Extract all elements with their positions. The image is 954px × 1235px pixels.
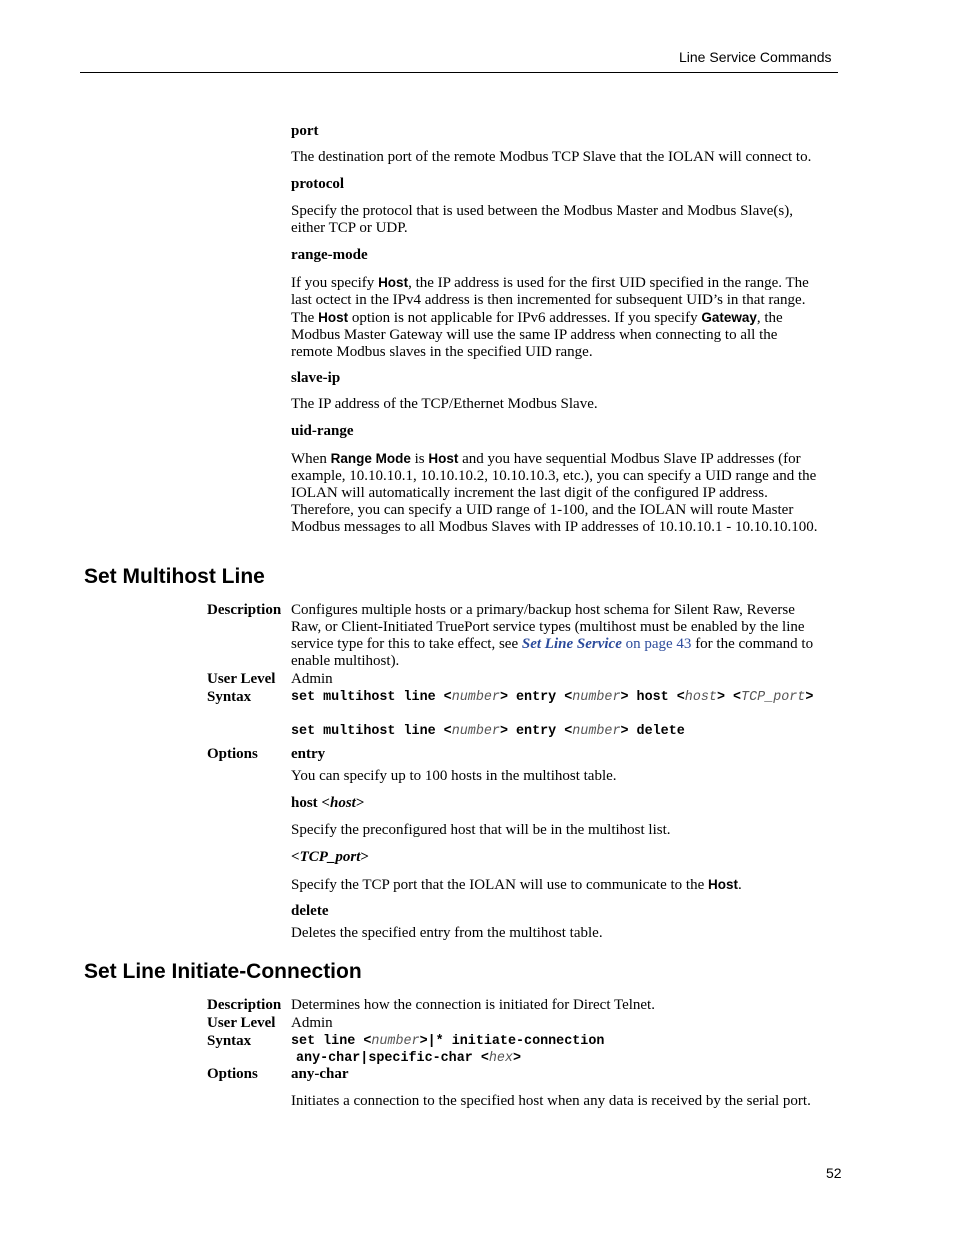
option-term-protocol: protocol bbox=[291, 176, 345, 192]
option-term-uid-range: uid-range bbox=[291, 423, 354, 439]
initiate-description: Determines how the connection is initiated for Direct Telnet. bbox=[291, 997, 655, 1013]
section-title-multihost: Set Multihost Line bbox=[84, 565, 265, 588]
option-desc-entry: You can specify up to 100 hosts in the multihost table. bbox=[291, 768, 617, 784]
option-term-port: port bbox=[291, 123, 319, 139]
multihost-syntax-add: set multihost line <number> entry <number> host <host> <TCP_port> bbox=[291, 690, 814, 705]
initiate-syntax-line1: set line <number>|* initiate-connection bbox=[291, 1034, 605, 1049]
label-options-2: Options bbox=[207, 1066, 258, 1082]
label-syntax-2: Syntax bbox=[207, 1033, 252, 1049]
label-syntax: Syntax bbox=[207, 689, 252, 705]
option-desc-uid-range: When Range Mode is Host and you have sequential Modbus Slave IP addresses (for example, 10.10.10.1, 10.10.10.2, 10.10.10.3, etc.), you can specify a UID range and the IOLAN will automatically increment the last digit of the configured IP address. Therefore, you can specify a UID range of 1-100, and the IOLAN will route Master Modbus messages to all Modbus Slaves with IP addresses of 10.10.10.1 - 10.10.10.100. bbox=[291, 451, 818, 535]
option-term-range-mode: range-mode bbox=[291, 247, 368, 263]
option-desc-slave-ip: The IP address of the TCP/Ethernet Modbus Slave. bbox=[291, 396, 598, 412]
multihost-user-level: Admin bbox=[291, 671, 333, 687]
option-desc-range-mode: If you specify Host, the IP address is used for the first UID specified in the range. The last octect in the IPv4 address is then incremented for subsequent UID’s in that range. The Host option is not applicable for IPv6 addresses. If you specify Gateway, the Modbus Master Gateway will use the same IP address when connecting to all the remote Modbus slaves in the specified UID range. bbox=[291, 275, 809, 360]
label-user-level-2: User Level bbox=[207, 1015, 276, 1031]
header-rule bbox=[80, 72, 838, 73]
initiate-syntax-line2: any-char|specific-char <hex> bbox=[296, 1051, 522, 1066]
option-desc-protocol: Specify the protocol that is used between the Modbus Master and Modbus Slave(s), either TCP or UDP. bbox=[291, 203, 793, 236]
option-desc-host: Specify the preconfigured host that will be in the multihost list. bbox=[291, 822, 671, 838]
page-number: 52 bbox=[826, 1165, 842, 1181]
multihost-description: Configures multiple hosts or a primary/backup host schema for Silent Raw, Reverse Raw, or Client-Initiated TruePort service types (multihost must be enabled by the line service type for this to take effect, see Set Line Service on page 43 for the command to enable multihost). bbox=[291, 602, 814, 669]
option-term-delete: delete bbox=[291, 903, 329, 919]
running-header: Line Service Commands bbox=[679, 49, 832, 65]
label-user-level: User Level bbox=[207, 671, 276, 687]
option-term-entry: entry bbox=[291, 746, 326, 762]
option-desc-any-char: Initiates a connection to the specified host when any data is received by the serial port. bbox=[291, 1093, 811, 1109]
option-desc-delete: Deletes the specified entry from the multihost table. bbox=[291, 925, 603, 941]
multihost-syntax-delete: set multihost line <number> entry <number> delete bbox=[291, 724, 685, 739]
option-term-host: host <host> bbox=[291, 795, 365, 811]
label-description-2: Description bbox=[207, 997, 282, 1013]
section-title-initiate-connection: Set Line Initiate-Connection bbox=[84, 960, 362, 983]
label-options: Options bbox=[207, 746, 258, 762]
option-term-any-char: any-char bbox=[291, 1066, 349, 1082]
initiate-user-level: Admin bbox=[291, 1015, 333, 1031]
option-term-slave-ip: slave-ip bbox=[291, 370, 341, 386]
set-line-service-link[interactable]: Set Line Service on page 43 bbox=[521, 636, 692, 652]
option-desc-port: The destination port of the remote Modbus TCP Slave that the IOLAN will connect to. bbox=[291, 149, 812, 165]
label-description: Description bbox=[207, 602, 282, 618]
option-term-tcp-port: <TCP_port> bbox=[291, 849, 369, 865]
option-desc-tcp-port: Specify the TCP port that the IOLAN will use to communicate to the Host. bbox=[291, 877, 742, 893]
